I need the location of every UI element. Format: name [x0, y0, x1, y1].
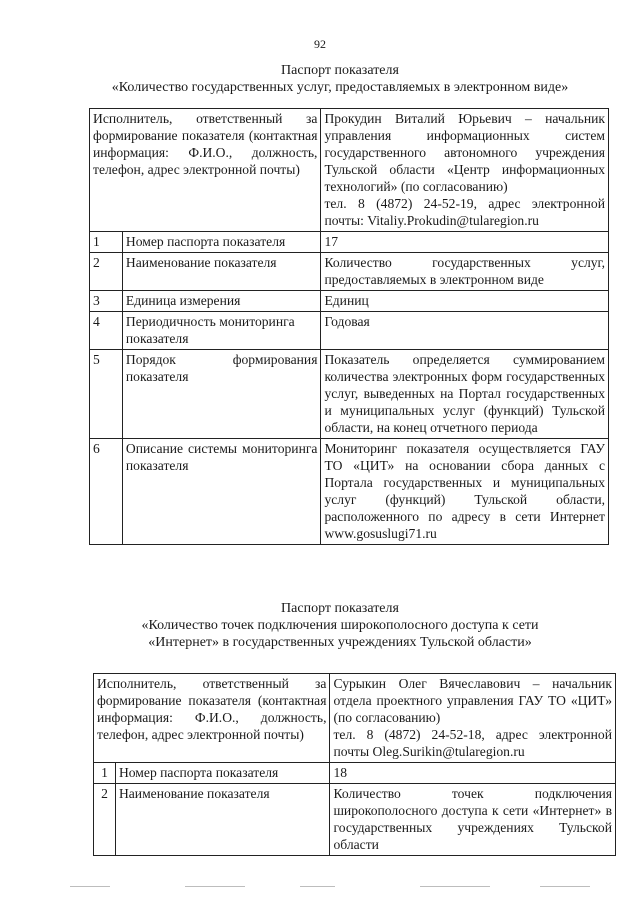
passport-2-title-line2: «Количество точек подключения широкополосного доступа к сети — [141, 618, 539, 633]
row-number: 2 — [94, 784, 116, 856]
row-label: Наименование показателя — [122, 253, 321, 291]
row-label: Описание системы мониторинга показателя — [122, 439, 321, 545]
row-label: Номер паспорта показателя — [115, 763, 330, 784]
table-row — [94, 763, 616, 784]
passport-2-title-line1: Паспорт показателя — [281, 601, 399, 616]
scan-artifact — [420, 886, 490, 887]
passport-2-title-line3: «Интернет» в государственных учреждениях Тульской области» — [148, 635, 532, 650]
passport-1-title-line1: Паспорт показателя — [281, 63, 399, 78]
row-label: Наименование показателя — [115, 784, 330, 856]
scan-artifact — [185, 886, 245, 887]
table-row — [90, 312, 609, 350]
row-value: Количество государственных услуг, предоставляемых в электронном виде — [321, 253, 609, 291]
executor-value: Сурыкин Олег Вячеславович – начальник отдела проектного управления ГАУ ТО «ЦИТ» (по согласованию) — [333, 676, 612, 725]
executor-label: Исполнитель, ответственный за формирование показателя (контактная информация: Ф.И.О., должность, телефон, адрес электронной почты) — [94, 674, 330, 763]
row-number: 2 — [90, 253, 123, 291]
table-row — [90, 439, 609, 545]
executor-value: Прокудин Виталий Юрьевич – начальник управления информационных систем государственного автономного учреждения Тульской области «Центр информационных технологий» (по согласованию) — [324, 111, 605, 194]
row-number: 5 — [90, 350, 123, 439]
passport-1-title-line2: «Количество государственных услуг, предоставляемых в электронном виде» — [111, 80, 569, 95]
row-value: Мониторинг показателя осуществляется ГАУ ТО «ЦИТ» на основании сбора данных с Портала государственных и муниципальных услуг (функций) Тульской области, расположенного по адресу в сети Интернет www.gosuslugi71.ru — [321, 439, 609, 545]
passport-2-title — [60, 600, 620, 651]
row-number: 1 — [94, 763, 116, 784]
executor-cell — [330, 674, 616, 763]
row-number: 3 — [90, 291, 123, 312]
executor-contact: тел. 8 (4872) 24-52-19, адрес электронной почты: Vitaliy.Prokudin@tularegion.ru — [324, 196, 605, 228]
row-value: Количество точек подключения широкополосного доступа к сети «Интернет» в государственных учреждениях Тульской области — [330, 784, 616, 856]
executor-cell — [321, 109, 609, 232]
scan-artifact — [300, 886, 335, 887]
row-number: 4 — [90, 312, 123, 350]
passport-1-title — [60, 62, 620, 96]
passport-2-table — [93, 673, 616, 856]
row-value: Годовая — [321, 312, 609, 350]
table-row — [94, 784, 616, 856]
row-number: 6 — [90, 439, 123, 545]
executor-label: Исполнитель, ответственный за формирование показателя (контактная информация: Ф.И.О., должность, телефон, адрес электронной почты) — [90, 109, 321, 232]
executor-contact: тел. 8 (4872) 24-52-18, адрес электронной почты Oleg.Surikin@tularegion.ru — [333, 727, 612, 759]
row-label: Порядок формирования показателя — [122, 350, 321, 439]
table-row — [94, 674, 616, 763]
row-label: Номер паспорта показателя — [122, 232, 321, 253]
table-row — [90, 350, 609, 439]
scan-artifact — [70, 886, 110, 887]
table-row — [90, 291, 609, 312]
scan-artifact — [540, 886, 590, 887]
row-label: Периодичность мониторинга показателя — [122, 312, 321, 350]
table-row — [90, 232, 609, 253]
table-row — [90, 109, 609, 232]
row-value: Единиц — [321, 291, 609, 312]
row-value: 18 — [330, 763, 616, 784]
row-number: 1 — [90, 232, 123, 253]
row-label: Единица измерения — [122, 291, 321, 312]
page-number: 92 — [314, 37, 326, 51]
row-value: 17 — [321, 232, 609, 253]
row-value: Показатель определяется суммированием количества электронных форм государственных услуг, выведенных на Портал государственных и муниципальных услуг (функций) Тульской области, на конец отчетного периода — [321, 350, 609, 439]
table-row — [90, 253, 609, 291]
passport-1-table — [89, 108, 609, 545]
